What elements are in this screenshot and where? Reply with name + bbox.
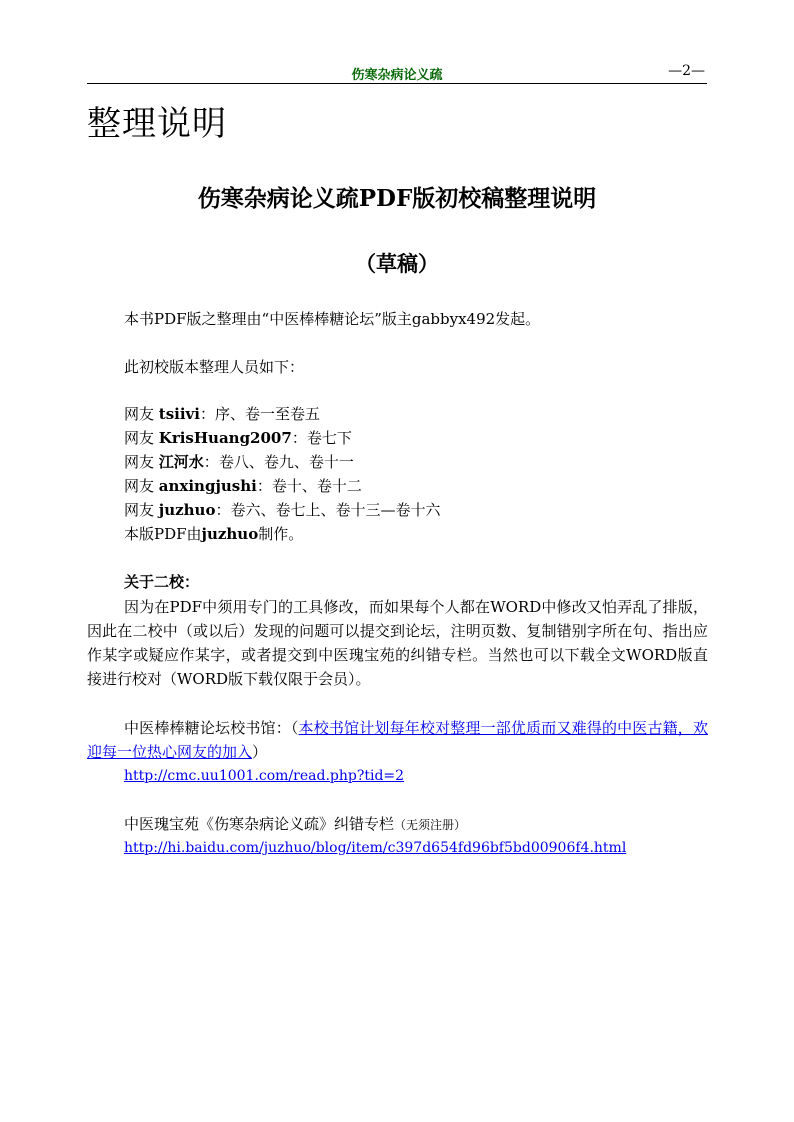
person-name: tsiivi (158, 405, 200, 423)
person-prefix: 网友 (124, 477, 159, 495)
document-subtitle: （草稿） (355, 251, 439, 276)
section-heading: 整理说明 (87, 104, 227, 144)
errata-label: 中医瑰宝苑《伤寒杂病论义疏》纠错专栏 (124, 815, 395, 833)
person-name: 江河水 (158, 453, 204, 471)
person-range: 卷七下 (306, 429, 352, 447)
second-check-heading: 关于二校： (124, 573, 200, 591)
library-label: 中医棒棒糖论坛校书馆：（ (124, 719, 299, 737)
second-check-body: 因为在PDF中须用专门的工具修改，而如果每个人都在WORD中修改又怕弄乱了排版，因此在二校中（或以后）发现的问题可以提交到论坛，注明页数、复制错别字所在句、指出应作某字或疑应作某字，或者提交到中医瑰宝苑的纠错专栏。当然也可以下载全文WORD版直接进行校对（WORD版下载仅限于会员）。 (87, 598, 708, 688)
person-range: 卷十、卷十二 (271, 477, 362, 495)
errata-line (124, 813, 466, 836)
page-number: —2— (668, 63, 705, 79)
person-line (124, 451, 354, 473)
producer-line (124, 523, 303, 545)
document-title: 伤寒杂病论义疏PDF版初校稿整理说明 (197, 185, 597, 212)
people-intro: 此初校版本整理人员如下： (124, 358, 305, 376)
person-line (124, 475, 362, 497)
person-range: 序、卷一至卷五 (214, 405, 320, 423)
person-range: 卷八、卷九、卷十一 (218, 453, 354, 471)
library-url-link[interactable] (124, 765, 404, 787)
person-name: KrisHuang2007 (158, 429, 292, 447)
person-prefix: 网友 (124, 453, 159, 471)
header-title: 伤寒杂病论义疏 (351, 68, 443, 83)
library-paragraph (87, 716, 708, 764)
intro-paragraph: 本书PDF版之整理由“中医棒棒糖论坛”版主gabbyx492发起。 (124, 310, 541, 328)
person-sep: ： (199, 405, 215, 423)
person-line (124, 403, 320, 425)
library-close: ） (252, 743, 268, 761)
person-line (124, 499, 440, 521)
library-url[interactable]: http://cmc.uu1001.com/read.php?tid=2 (124, 768, 405, 784)
person-prefix: 网友 (124, 405, 159, 423)
header-rule (87, 83, 707, 84)
person-sep: ： (203, 453, 219, 471)
producer-suffix: 制作。 (258, 525, 304, 543)
errata-note: （无须注册） (394, 818, 467, 832)
person-sep: ： (256, 477, 272, 495)
person-prefix: 网友 (124, 501, 159, 519)
person-sep: ： (215, 501, 231, 519)
person-line (124, 427, 352, 449)
library-description-link[interactable]: 本校书馆计划每年校对整理一部优质而又难得的中医古籍，欢迎每一位热心网友的加入 (87, 719, 708, 761)
person-range: 卷六、卷七上、卷十三—卷十六 (230, 501, 441, 519)
producer-prefix: 本版PDF由 (124, 525, 202, 543)
errata-url-link[interactable] (124, 837, 626, 859)
producer-name: juzhuo (201, 525, 259, 543)
errata-url[interactable]: http://hi.baidu.com/juzhuo/blog/item/c397d654fd96bf5bd00906f4.html (124, 840, 627, 856)
person-sep: ： (291, 429, 307, 447)
person-name: anxingjushi (158, 477, 257, 495)
person-prefix: 网友 (124, 429, 159, 447)
page-header (87, 62, 707, 84)
person-name: juzhuo (158, 501, 216, 519)
